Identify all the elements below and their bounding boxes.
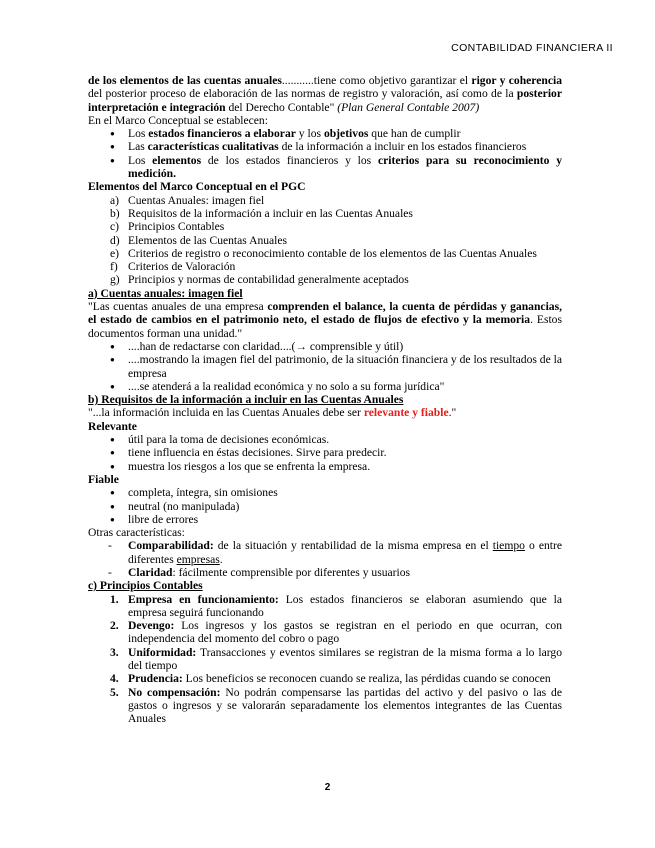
list-item: 3. Uniformidad: Transacciones y eventos similares se registran de la misma forma a lo largo del tiempo (110, 645, 562, 673)
list-item: ● muestra los riesgos a los que se enfrenta la empresa. (88, 460, 562, 473)
list-item: d) Elementos de las Cuentas Anuales (110, 233, 288, 247)
intro-lead: En el Marco Conceptual se establecen: (88, 113, 268, 127)
intro-bullets (88, 127, 562, 180)
list-item: 2. Devengo: Los ingresos y los gastos se registran en el periodo en que ocurran, con independencia del momento del cobro o pago (110, 619, 562, 646)
intro-citation: (Plan General Contable 2007) (337, 100, 480, 114)
list-item: 5. No compensación: No podrán compensarse las partidas del activo y del pasivo o las de gastos o ingresos y se valorarán separadamente los elementos integrantes de las Cuentas Anuales (110, 685, 562, 726)
page-number: 2 (324, 782, 331, 793)
list-item: c) Principios Contables (110, 220, 225, 234)
list-item: g) Principios y normas de contabilidad generalmente aceptados (110, 273, 409, 287)
list-item: ● completa, íntegra, sin omisiones (88, 486, 562, 499)
list-item: 1. Empresa en funcionamiento: Los estados financieros se elaboran asumiendo que la empresa seguirá funcionando (110, 592, 562, 619)
list-item: - Claridad: fácilmente comprensible por diferentes y usuarios (108, 565, 411, 579)
intro-bold-1: de los elementos de las cuentas anuales (88, 74, 282, 87)
list-item: ● ....han de redactarse con claridad....(→ comprensible y útil) (88, 340, 562, 353)
list-item: e) Criterios de registro o reconocimiento contable de los elementos de las Cuentas Anuales (110, 246, 537, 260)
principles-list (88, 593, 562, 726)
list-item: ● ....mostrando la imagen fiel del patrimonio, de la situación financiera y de los resultados de la empresa (88, 353, 562, 380)
list-item: ● neutral (no manipulada) (88, 500, 562, 513)
list-item: a) Cuentas Anuales: imagen fiel (110, 193, 265, 207)
fiable-heading: Fiable (88, 472, 119, 486)
intro-bold-3: posterior interpretación e integración (88, 87, 562, 114)
elements-heading: Elementos del Marco Conceptual en el PGC (88, 180, 306, 194)
section-c-heading: c) Principios Contables (88, 579, 203, 593)
intro-text-1: ...........tiene como objetivo garantizar el (281, 74, 472, 87)
list-item: ● libre de errores (88, 513, 562, 526)
intro-paragraph (88, 74, 562, 114)
list-item: ● tiene influencia en éstas decisiones. Sirve para predecir. (88, 446, 562, 459)
section-a-bullets (88, 340, 562, 393)
list-item: f) Criterios de Valoración (110, 260, 236, 274)
list-item: b) Requisitos de la información a incluir en las Cuentas Anuales (110, 206, 413, 220)
fiable-bullets (88, 486, 562, 526)
otras-list (88, 539, 562, 579)
page-body (88, 74, 562, 726)
list-item: ● útil para la toma de decisiones económicas. (88, 433, 562, 446)
list-item: 4. Prudencia: Los beneficios se reconocen cuando se realiza, las pérdidas cuando se conocen (110, 672, 551, 686)
list-item: ● Los estados financieros a elaborar y los objetivos que han de cumplir (88, 127, 562, 140)
section-a-quote: "Las cuentas anuales de una empresa comprenden el balance, la cuenta de pérdidas y ganancias, el estado de cambios en el patrimonio neto, el estado de flujos de efectivo y la memoria. Estos documentos forman una unidad." (88, 300, 562, 340)
elements-list (88, 194, 562, 287)
section-a-heading: a) Cuentas anuales: imagen fiel (88, 286, 243, 300)
relevante-bullets (88, 433, 562, 473)
intro-bold-2: rigor y coherencia (471, 74, 563, 87)
section-b-quote: "...la información incluida en las Cuentas Anuales debe ser relevante y fiable." (88, 406, 457, 420)
intro-text-2: del posterior proceso de elaboración de las normas de registro y valoración, así como de la (88, 87, 517, 101)
section-b-heading: b) Requisitos de la información a incluir en las Cuentas Anuales (88, 393, 404, 407)
running-header: CONTABILIDAD FINANCIERA II (451, 42, 613, 54)
intro-text-3: del Derecho Contable" (225, 100, 338, 114)
relevante-heading: Relevante (88, 419, 137, 433)
list-item: ● Los elementos de los estados financieros y los criterios para su reconocimiento y medición. (88, 154, 562, 181)
otras-lead: Otras características: (88, 526, 185, 540)
list-item: - Comparabilidad: de la situación y rentabilidad de la misma empresa en el tiempo o entre diferentes empresas. (108, 539, 562, 566)
list-item: ● Las características cualitativas de la información a incluir en los estados financieros (88, 140, 562, 153)
list-item: ● ....se atenderá a la realidad económica y no solo a su forma jurídica" (88, 380, 562, 393)
